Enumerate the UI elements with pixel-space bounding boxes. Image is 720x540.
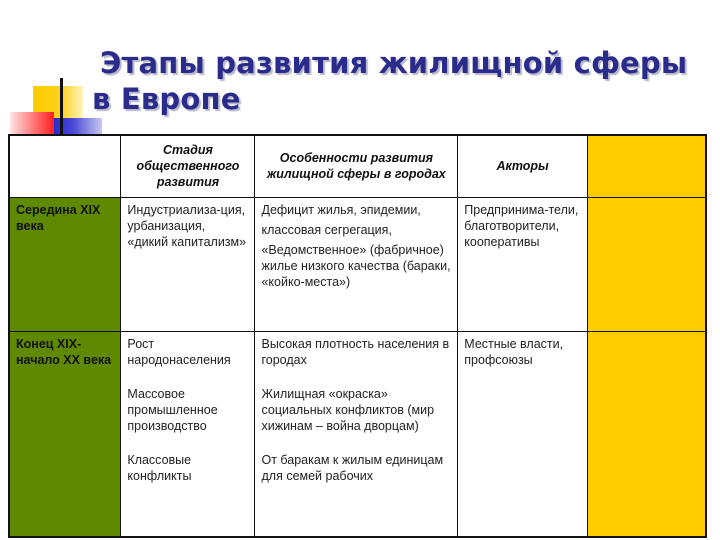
stage-item: Индустриализа-ция, урбанизация, «дикий капитализм» (127, 202, 247, 249)
stage-item: Классовые конфликты (127, 452, 192, 483)
accent-cell (587, 197, 706, 331)
header-stage: Стадия общественного развития (121, 135, 255, 197)
feature-item: От баракам к жилым единицам для семей рабочих (261, 452, 444, 483)
decorative-red-bar (10, 112, 54, 134)
header-features: Особенности развития жилищной сферы в городах (255, 135, 458, 197)
stage-cell (121, 331, 255, 537)
actors-cell: Местные власти, профсоюзы (458, 331, 588, 537)
stage-cell (121, 197, 255, 331)
features-cell (255, 331, 458, 537)
title-line-1: Этапы развития жилищной сферы (100, 46, 688, 80)
accent-cell (587, 331, 706, 537)
slide-title (92, 45, 687, 117)
feature-item: «Ведомственное» (фабричное) жилье низкого качества (бараки, «койко-места») (261, 242, 451, 289)
period-cell: Середина XIX века (9, 197, 121, 331)
header-row (9, 135, 706, 197)
period-cell: Конец XIX-начало XX века (9, 331, 121, 537)
feature-item: Высокая плотность населения в городах (261, 336, 450, 367)
header-actors: Акторы (458, 135, 588, 197)
feature-item: классовая сегрегация, (261, 222, 392, 237)
title-line-2: в Европе (92, 82, 241, 116)
housing-stages-table (8, 134, 707, 538)
header-accent-cell (587, 135, 706, 197)
actors-cell: Предпринима-тели, благотворители, кооперативы (458, 197, 588, 331)
header-period (9, 135, 121, 197)
feature-item: Жилищная «окраска» социальных конфликтов (мир хижинам – война дворцам) (261, 386, 435, 433)
decorative-vertical-line (60, 78, 63, 134)
table-row (9, 197, 706, 331)
features-cell (255, 197, 458, 331)
stage-item: Рост народонаселения (127, 336, 231, 367)
table-row (9, 331, 706, 537)
stage-item: Массовое промышленное производство (127, 386, 218, 433)
feature-item: Дефицит жилья, эпидемии, (261, 202, 421, 217)
